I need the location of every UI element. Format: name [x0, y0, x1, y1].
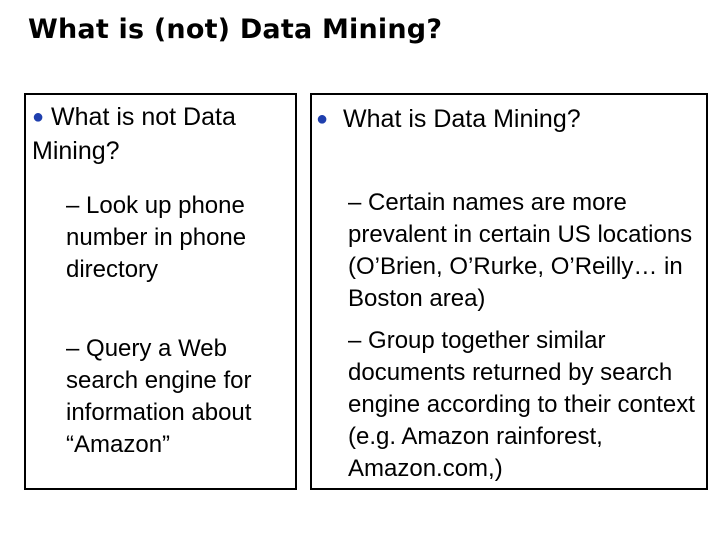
right-heading — [316, 102, 701, 136]
bullet-icon: ● — [316, 108, 329, 130]
list-item-text: Look up phone number in phone directory — [66, 192, 247, 283]
list-item-text: Certain names are more prevalent in certain US locations (O’Brien, O’Rurke, O’Reilly… in Boston area) — [348, 189, 693, 312]
list-item — [348, 325, 698, 485]
list-item — [66, 190, 291, 286]
list-item — [348, 187, 698, 315]
list-item — [66, 333, 291, 461]
list-item-text: Group together similar documents returned by search engine according to their context (e.g. Amazon rainforest, Amazon.com,) — [348, 327, 695, 482]
bullet-icon: ● — [32, 106, 45, 128]
left-heading — [32, 100, 292, 168]
left-heading-text: What is not Data Mining? — [32, 103, 236, 165]
list-item-text: Query a Web search engine for information about “Amazon” — [66, 335, 252, 458]
dash-marker: – — [348, 327, 362, 354]
right-heading-text: What is Data Mining? — [343, 105, 581, 133]
dash-marker: – — [66, 335, 80, 362]
dash-marker: – — [348, 189, 362, 216]
dash-marker: – — [66, 192, 80, 219]
slide-title: What is (not) Data Mining? — [28, 14, 443, 45]
